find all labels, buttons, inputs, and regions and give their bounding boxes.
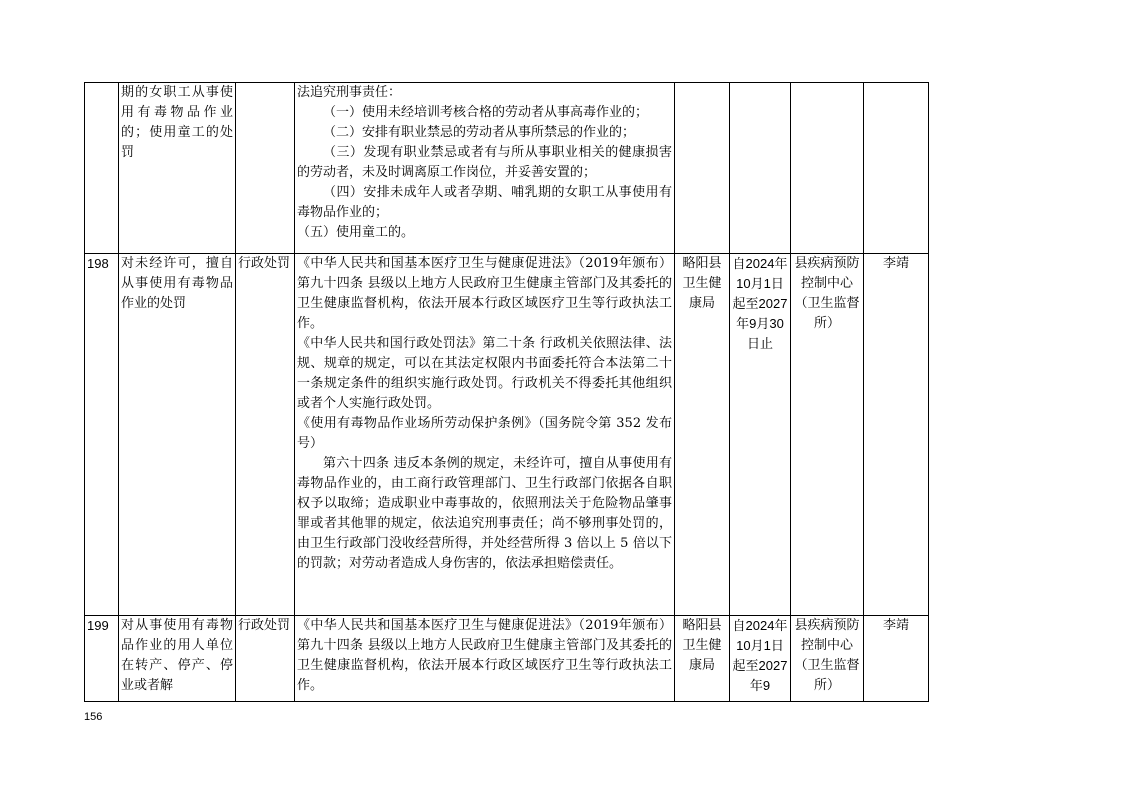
validity-period: 自2024年10月1日起至2027年9 <box>730 616 791 702</box>
basis-paragraph: 《中华人民共和国基本医疗卫生与健康促进法》（2019年颁布）第九十四条 县级以上地方人民政府卫生健康主管部门及其委托的卫生健康监督机构，依法开展本行政区域医疗卫生等行政执法工作。 <box>297 618 672 693</box>
row-number: 199 <box>85 616 119 702</box>
basis-paragraph: 《使用有毒物品作业场所劳动保护条例》（国务院令第 352 发布号） <box>297 416 672 451</box>
basis-paragraph: 《中华人民共和国基本医疗卫生与健康促进法》（2019年颁布）第九十四条 县级以上地方人民政府卫生健康主管部门及其委托的卫生健康监督机构，依法开展本行政区域医疗卫生等行政执法工作。 <box>297 256 672 331</box>
item-type <box>236 83 295 254</box>
basis-paragraph: （二）安排有职业禁忌的劳动者从事所禁忌的作业的； <box>323 125 636 140</box>
basis-paragraph: （五）使用童工的。 <box>297 225 415 240</box>
item-type: 行政处罚 <box>236 254 295 616</box>
legal-basis <box>295 616 675 702</box>
basis-paragraph: 法追究刑事责任： <box>297 85 402 100</box>
legal-basis <box>295 254 675 616</box>
department <box>675 83 730 254</box>
validity-period <box>730 83 791 254</box>
responsible-person: 李靖 <box>864 616 929 702</box>
item-name: 期的女职工从事使用有毒物品作业的；使用童工的处罚 <box>119 83 236 254</box>
validity-period: 自2024年10月1日起至2027年9月30日止 <box>730 254 791 616</box>
basis-paragraph: 第六十四条 违反本条例的规定，未经许可，擅自从事使用有毒物品作业的，由工商行政管理部门、卫生行政部门依据各自职权予以取缔；造成职业中毒事故的，依照刑法关于危险物品肇事罪或者其他罪的规定，依法追究刑事责任；尚不够刑事处罚的，由卫生行政部门没收经营所得，并处经营所得 3 倍以上 5 倍以下的罚款；对劳动者造成人身伤害的，依法承担赔偿责任。 <box>297 456 672 571</box>
enforcement-table <box>84 82 929 702</box>
responsible-person <box>864 83 929 254</box>
basis-paragraph: （四）安排未成年人或者孕期、哺乳期的女职工从事使用有毒物品作业的； <box>297 185 672 220</box>
basis-paragraph: 《中华人民共和国行政处罚法》第二十条 行政机关依照法律、法规、规章的规定，可以在其法定权限内书面委托符合本法第二十一条规定条件的组织实施行政处罚。行政机关不得委托其他组织或者个人实施行政处罚。 <box>297 336 672 411</box>
responsible-person: 李靖 <box>864 254 929 616</box>
entrusted-organization: 县疾病预防控制中心（卫生监督所） <box>791 616 864 702</box>
item-type: 行政处罚 <box>236 616 295 702</box>
department: 略阳县卫生健康局 <box>675 254 730 616</box>
basis-paragraph: （一）使用未经培训考核合格的劳动者从事高毒作业的； <box>323 105 649 120</box>
basis-paragraph: （三）发现有职业禁忌或者有与所从事职业相关的健康损害的劳动者，未及时调离原工作岗位，并妥善安置的； <box>297 145 672 180</box>
legal-basis <box>295 83 675 254</box>
table-row <box>85 83 929 254</box>
item-name: 对未经许可，擅自从事使用有毒物品作业的处罚 <box>119 254 236 616</box>
entrusted-organization <box>791 83 864 254</box>
row-number: 198 <box>85 254 119 616</box>
department: 略阳县卫生健康局 <box>675 616 730 702</box>
page-number: 156 <box>84 711 103 723</box>
row-number <box>85 83 119 254</box>
table-row <box>85 616 929 702</box>
item-name: 对从事使用有毒物品作业的用人单位在转产、停产、停业或者解 <box>119 616 236 702</box>
entrusted-organization: 县疾病预防控制中心（卫生监督所） <box>791 254 864 616</box>
table-row <box>85 254 929 616</box>
